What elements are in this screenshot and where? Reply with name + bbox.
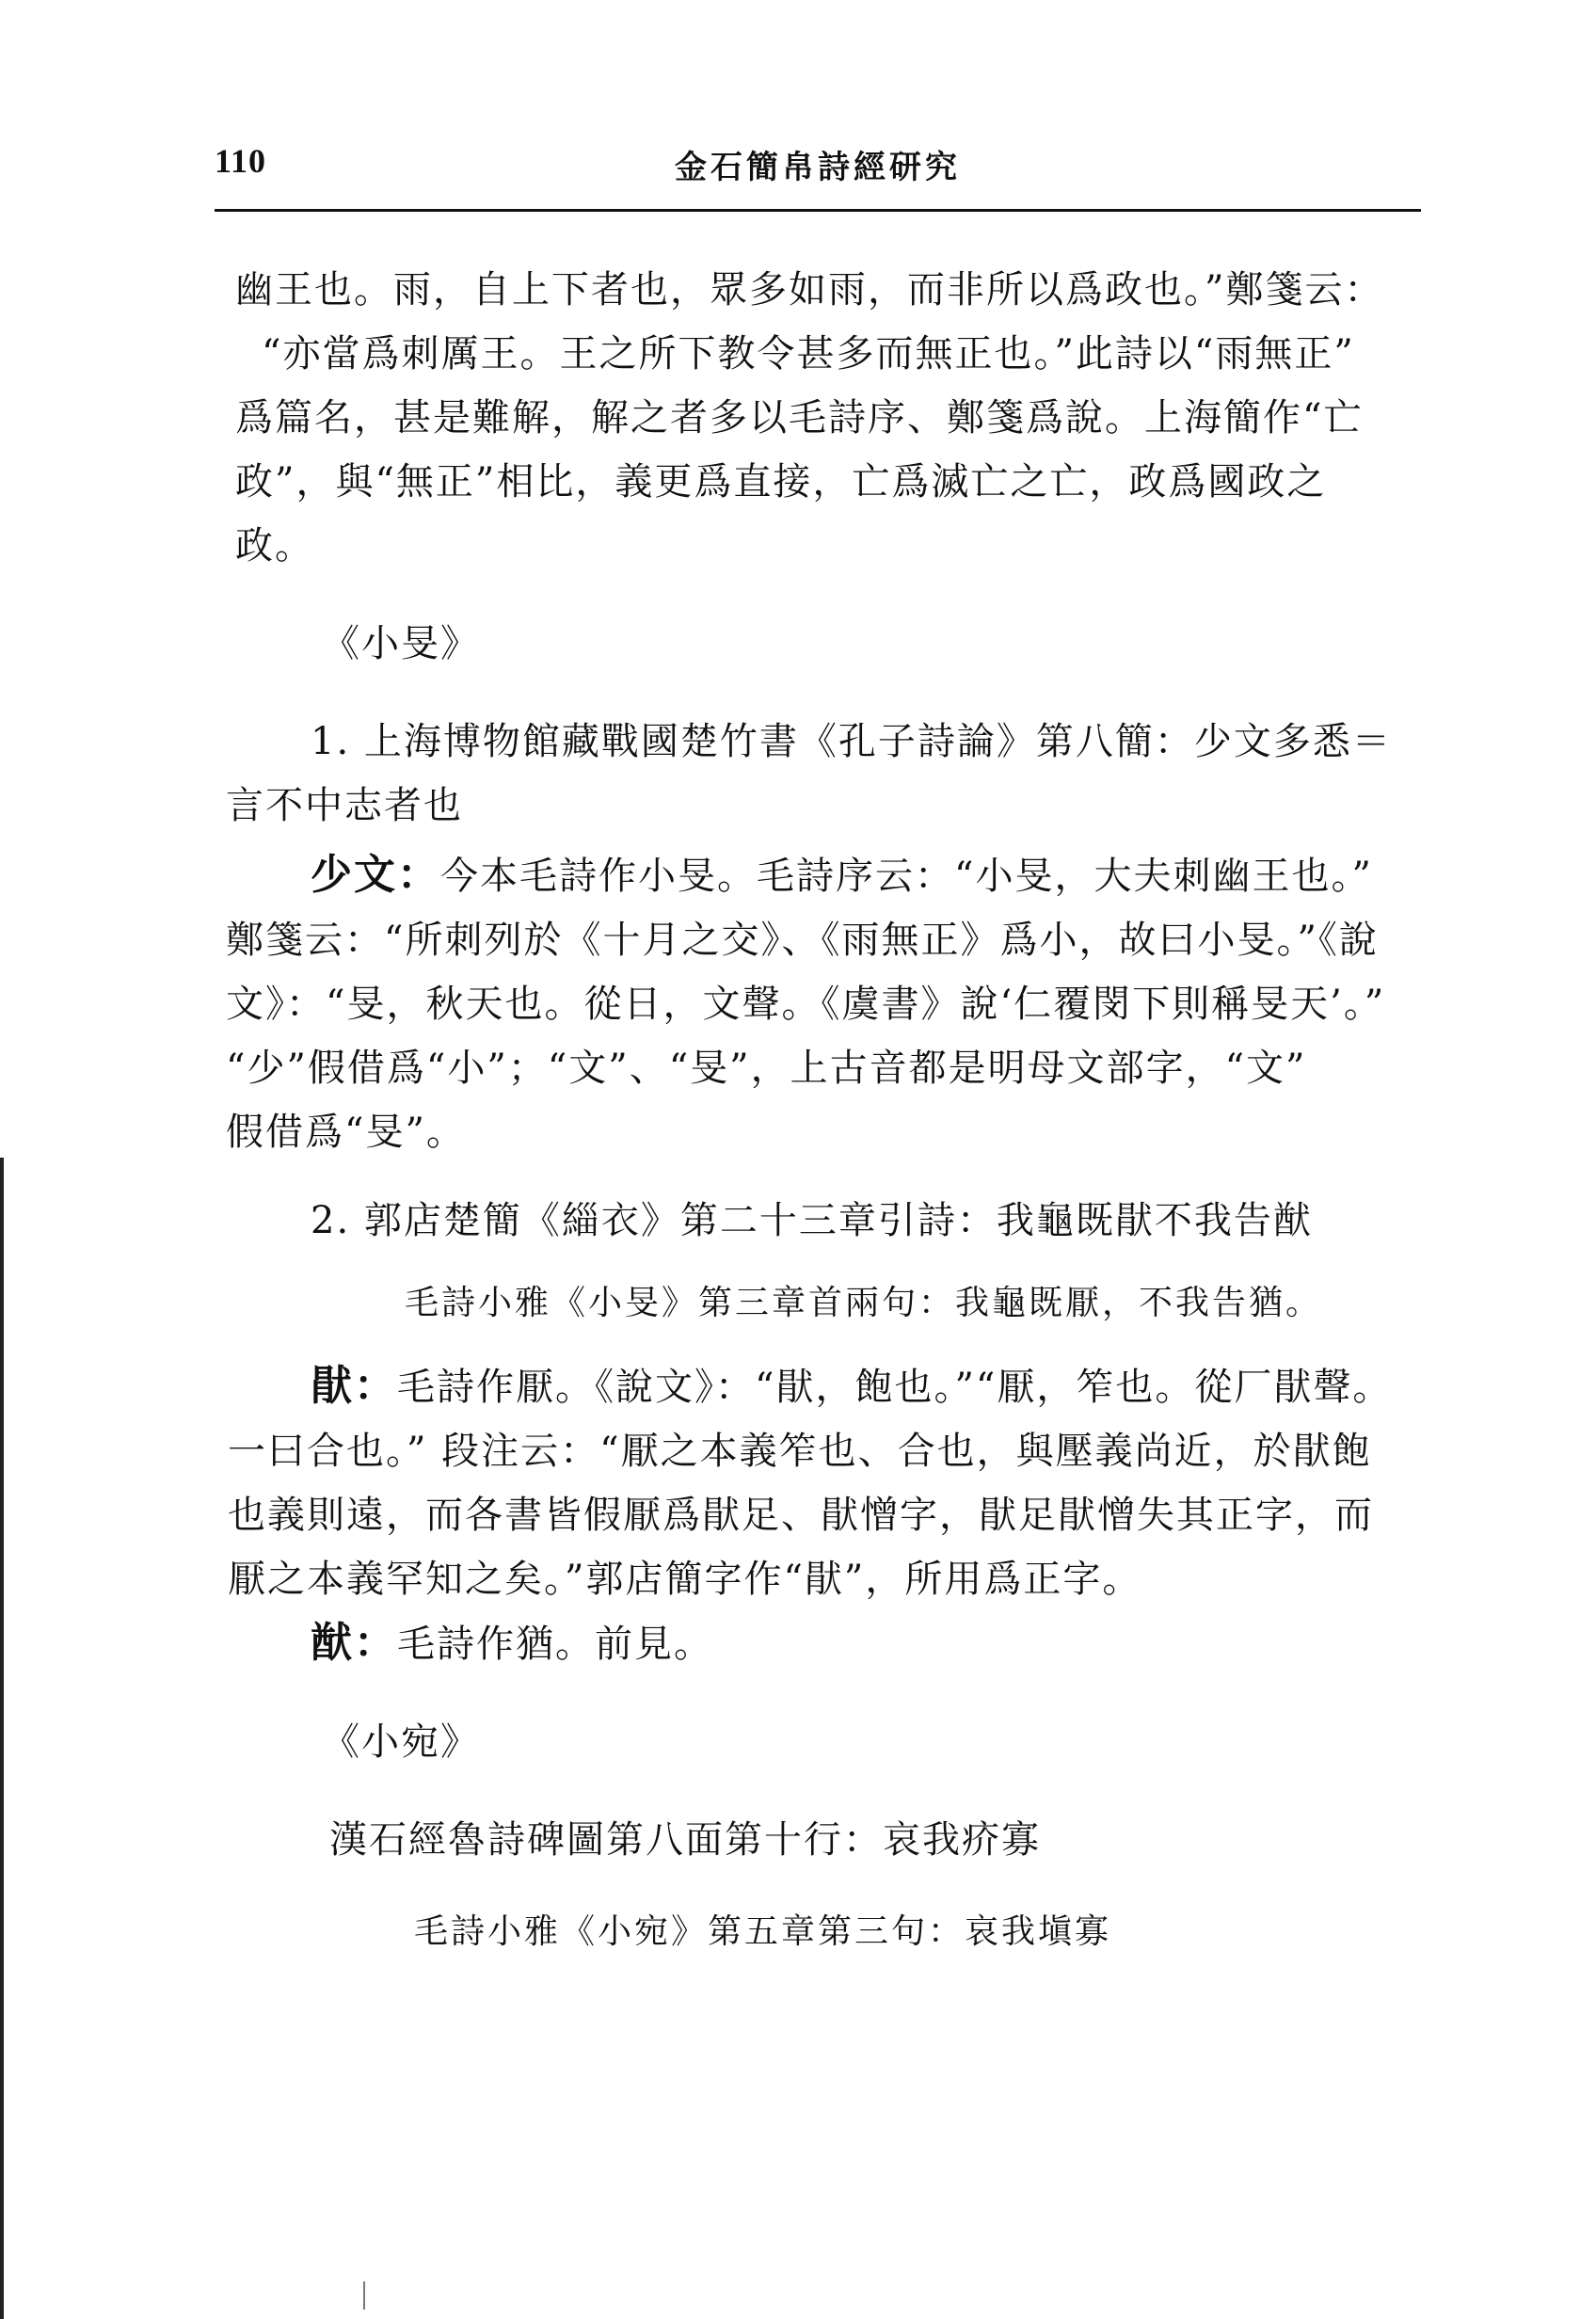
- item-2: 2. 郭店楚簡《緇衣》第二十三章引詩：我龜既猒不我告猷: [311, 1199, 1313, 1242]
- page-number: 110: [215, 142, 267, 180]
- note-line: 鄭箋云：“所刺列於《十月之交》、《雨無正》爲小，故曰小旻。”《說: [226, 919, 1379, 962]
- intro-line: “亦當爲刺厲王。王之所下教令甚多而無正也。”此詩以“雨無正”: [262, 332, 1355, 376]
- item-1-line-1: 1. 上海博物館藏戰國楚竹書《孔子詩論》第八簡：少文多悉＝: [311, 720, 1392, 763]
- note-text: 毛詩作猶。前見。: [397, 1623, 713, 1666]
- body-text: [226, 258, 1430, 1960]
- page-edge-line: [0, 1158, 4, 2319]
- stone-classic-line: 漢石經魯詩碑圖第八面第十行：哀我疥寡: [329, 1818, 1041, 1862]
- note-line: 假借爲“旻”。: [226, 1111, 466, 1154]
- intro-line: 政。: [235, 524, 314, 568]
- note-you-line: [235, 1611, 1430, 1676]
- mao-shi-quote: 毛詩小雅《小旻》第三章首兩句：我龜既厭，不我告猶。: [405, 1284, 1323, 1322]
- note-line: 厭之本義罕知之矣。”郭店簡字作“猒”，所用爲正字。: [228, 1558, 1142, 1601]
- mao-shi-quote-2: 毛詩小雅《小宛》第五章第三句：哀我塡寡: [414, 1912, 1112, 1951]
- note-shaowen-line-1: [235, 843, 1430, 908]
- scan-speck: [363, 2281, 365, 2310]
- note-line: 一曰合也。” 段注云：“厭之本義笮也、合也，與壓義尚近，於猒飽: [228, 1430, 1372, 1473]
- intro-line: 幽王也。雨，自上下者也，眾多如雨，而非所以爲政也。”鄭箋云：: [235, 268, 1384, 312]
- term-you: 猷：: [311, 1619, 397, 1667]
- intro-line: 爲篇名，甚是難解，解之者多以毛詩序、鄭箋爲說。上海簡作“亡: [235, 396, 1364, 440]
- term-shaowen: 少文：: [311, 851, 440, 899]
- intro-line: 政”，與“無正”相比，義更爲直接，亡爲滅亡之亡，政爲國政之: [235, 460, 1327, 504]
- note-yan-line-1: [235, 1354, 1430, 1419]
- term-yan: 猒：: [311, 1362, 397, 1410]
- note-line: “少”假借爲“小”；“文”、“旻”，上古音都是明母文部字，“文”: [226, 1047, 1307, 1090]
- section-heading-xiaomin: 《小旻》: [322, 622, 480, 665]
- header-rule: [215, 209, 1421, 212]
- note-line: 文》：“旻，秋天也。從日，文聲。《虞書》說‘仁覆閔下則稱旻天’。”: [226, 983, 1386, 1026]
- page-header: [215, 141, 1421, 209]
- item-1-line-2: 言不中志者也: [226, 784, 463, 827]
- note-line: 也義則遠，而各書皆假厭爲猒足、猒憎字，猒足猒憎失其正字，而: [228, 1494, 1374, 1537]
- running-title: 金石簡帛詩經研究: [675, 149, 961, 186]
- note-text: 今本毛詩作小旻。毛詩序云：“小旻，大夫刺幽王也。”: [440, 855, 1373, 898]
- note-text: 毛詩作厭。《說文》：“猒，飽也。”“厭，笮也。從厂猒聲。: [397, 1366, 1393, 1409]
- section-heading-xiaowan: 《小宛》: [322, 1720, 480, 1764]
